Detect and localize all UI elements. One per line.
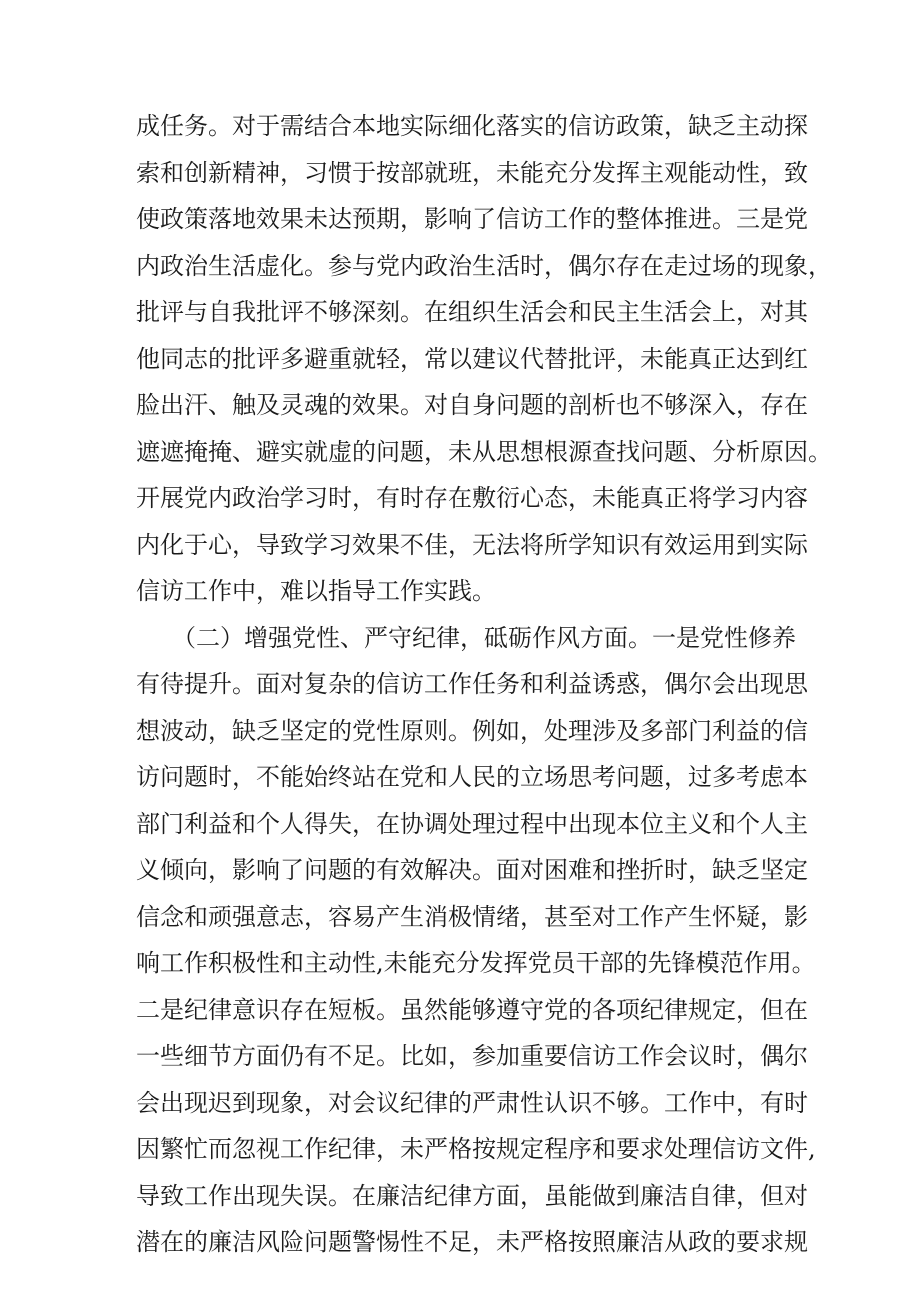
text-line: 索和创新精神，习惯于按部就班，未能充分发挥主观能动性，致	[136, 158, 808, 187]
text-line: 遮遮掩掩、避实就虚的问题，未从思想根源查找问题、分析原因。	[136, 437, 832, 466]
text-line: 想波动，缺乏坚定的党性原则。例如，处理涉及多部门利益的信	[136, 716, 808, 745]
text-line: 信访工作中，难以指导工作实践。	[136, 577, 496, 605]
text-line: 访问题时，不能始终站在党和人民的立场思考问题，过多考虑本	[136, 763, 808, 791]
text-line: 他同志的批评多避重就轻，常以建议代替批评，未能真正达到红	[136, 344, 808, 373]
text-line: 开展党内政治学习时，有时存在敷衍心态，未能真正将学习内容	[136, 484, 808, 512]
text-line: 内政治生活虚化。参与党内政治生活时，偶尔存在走过场的现象，	[136, 251, 832, 280]
section-heading-line: （二）增强党性、严守纪律，砥砺作风方面。一是党性修养	[172, 623, 796, 652]
text-line: 成任务。对于需结合本地实际细化落实的信访政策，缺乏主动探	[136, 112, 808, 140]
text-line: 批评与自我批评不够深刻。在组织生活会和民主生活会上，对其	[136, 298, 808, 326]
text-line: 脸出汗、触及灵魂的效果。对自身问题的剖析也不够深入，存在	[136, 391, 808, 419]
text-line: 信念和顽强意志，容易产生消极情绪，甚至对工作产生怀疑，影	[136, 902, 808, 931]
text-line: 内化于心，导致学习效果不佳，无法将所学知识有效运用到实际	[136, 530, 808, 559]
text-line: 会出现迟到现象，对会议纪律的严肃性认识不够。工作中，有时	[136, 1088, 808, 1117]
text-line: 因繁忙而忽视工作纪律，未严格按规定程序和要求处理信访文件,	[136, 1135, 816, 1163]
text-line: 义倾向，影响了问题的有效解决。面对困难和挫折时，缺乏坚定	[136, 856, 808, 884]
text-line: 响工作积极性和主动性,未能充分发挥党员干部的先锋模范作用。	[136, 949, 816, 977]
text-line: 一些细节方面仍有不足。比如，参加重要信访工作会议时，偶尔	[136, 1042, 808, 1070]
text-line: 导致工作出现失误。在廉洁纪律方面，虽能做到廉洁自律，但对	[136, 1181, 808, 1210]
text-line: 部门利益和个人得失，在协调处理过程中出现本位主义和个人主	[136, 809, 808, 838]
text-line: 有待提升。面对复杂的信访工作任务和利益诱惑，偶尔会出现思	[136, 670, 808, 698]
text-line: 使政策落地效果未达预期，影响了信访工作的整体推进。三是党	[136, 205, 808, 233]
document-body	[136, 103, 832, 1266]
text-line: 潜在的廉洁风险问题警惕性不足，未严格按照廉洁从政的要求规	[136, 1228, 808, 1256]
text-line: 二是纪律意识存在短板。虽然能够遵守党的各项纪律规定，但在	[136, 995, 808, 1024]
